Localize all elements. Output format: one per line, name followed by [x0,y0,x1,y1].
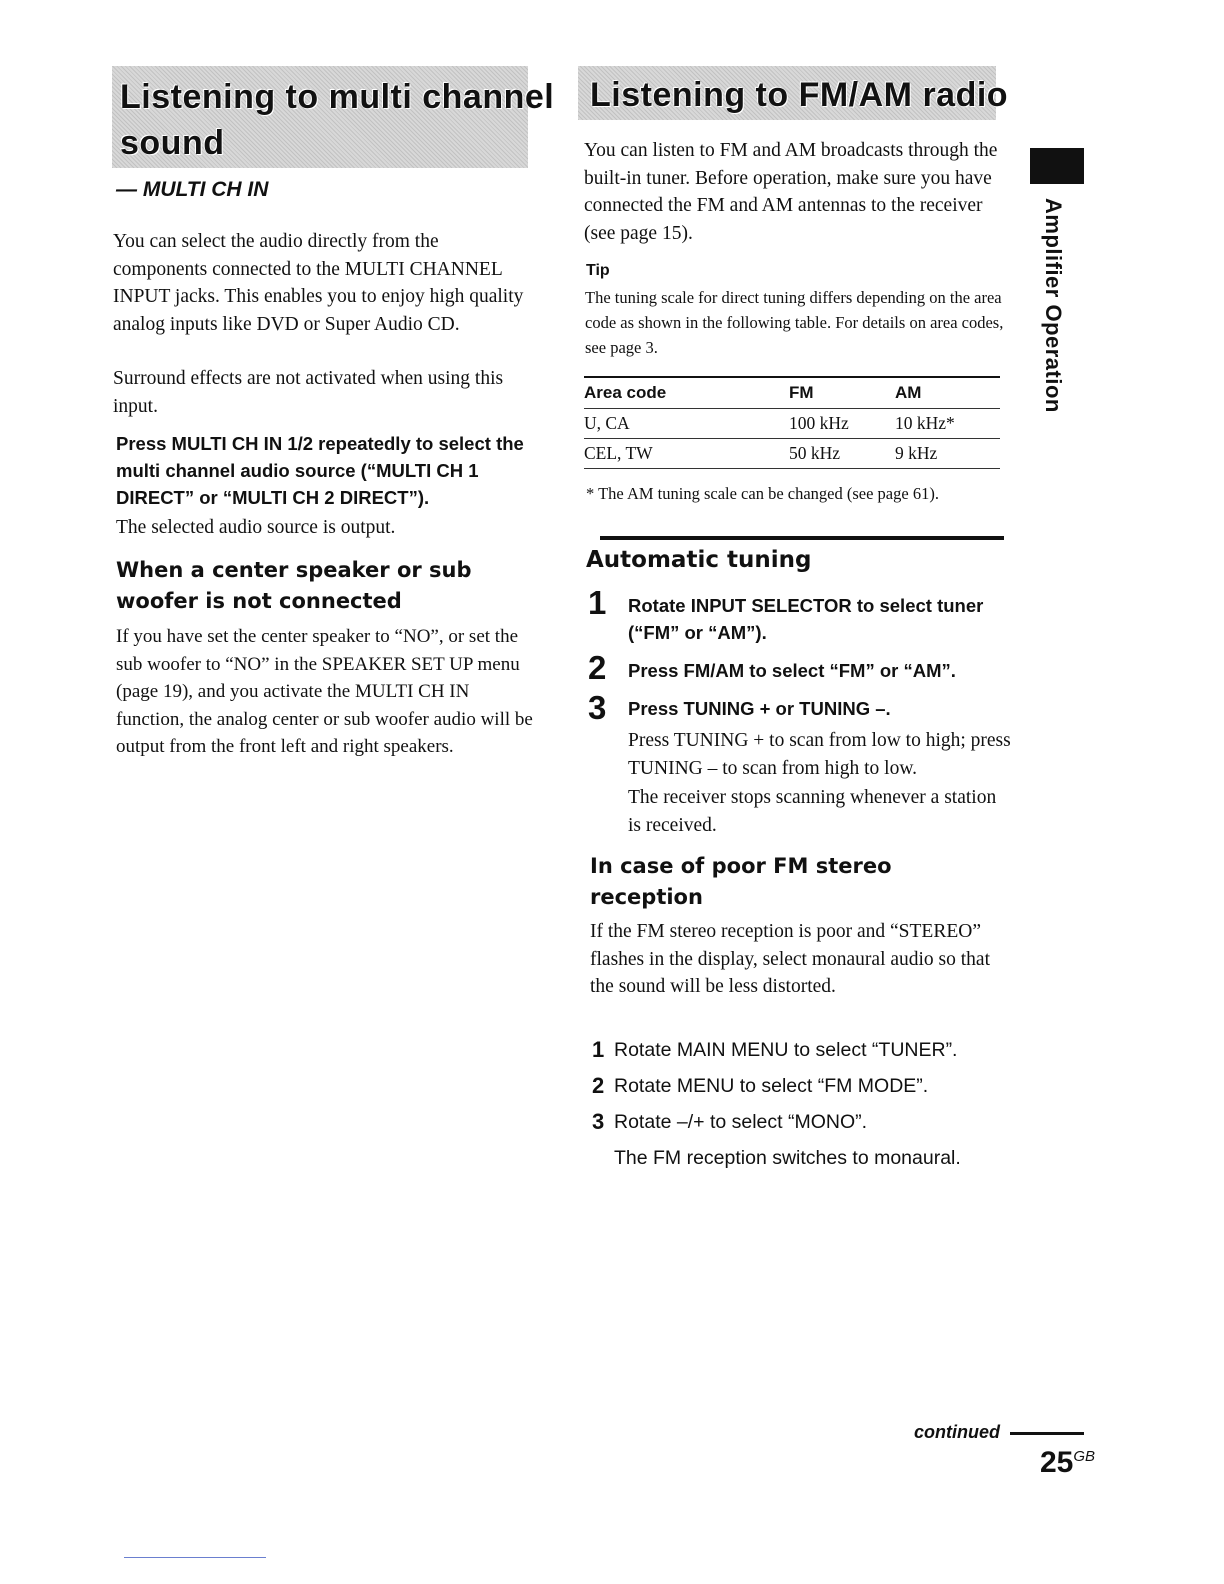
table-row [584,439,1000,469]
table-footnote: * The AM tuning scale can be changed (see page 61). [586,484,939,503]
substep-text: Rotate MAIN MENU to select “TUNER”. [614,1039,958,1061]
step-number: 2 [588,649,607,686]
substep-number: 2 [592,1073,605,1098]
tip-label: Tip [586,262,610,279]
intro-note: Surround effects are not activated when using this input. [113,368,504,417]
page-number-value: 25 [1040,1446,1074,1479]
step3-detail: Press TUNING + to scan from low to high; press TUNING – to scan from high to low. [628,730,1011,779]
step-number: 3 [588,689,607,726]
substep-result: The FM reception switches to monaural. [614,1147,961,1169]
table-header-row [584,377,1000,409]
table-cell: U, CA [584,409,789,439]
auto-tuning-heading: Automatic tuning [586,547,812,573]
step-text: Press TUNING + or TUNING –. [628,698,891,719]
intro-paragraph: You can listen to FM and AM broadcasts through the built-in tuner. Before operation, make sure you have connected the FM and AM antennas to the receiver (see page 15). [584,140,998,244]
substep-number: 1 [592,1037,605,1062]
area-code-table [584,376,1000,469]
step-text: Rotate INPUT SELECTOR to select tuner (“FM” or “AM”). [628,595,984,643]
substep-text: Rotate MENU to select “FM MODE”. [614,1075,929,1097]
poor-reception-body: If the FM stereo reception is poor and “STEREO” flashes in the display, select monaural audio so that the sound will be less distorted. [590,921,991,997]
table-cell: 9 kHz [895,439,1000,469]
instruction-result: The selected audio source is output. [116,517,396,538]
poor-reception-heading: In case of poor FM stereo reception [590,854,892,909]
side-tab-label: Amplifier Operation [1041,198,1066,413]
instruction-step: Press MULTI CH IN 1/2 repeatedly to select the multi channel audio source (“MULTI CH 1 DIRECT” or “MULTI CH 2 DIRECT”). [116,433,524,508]
bottom-line [124,1557,266,1558]
table-row [584,409,1000,439]
continued-rule [1010,1432,1084,1435]
table-cell: 10 kHz* [895,409,1000,439]
table-cell: 100 kHz [789,409,895,439]
table-cell: CEL, TW [584,439,789,469]
step-text: Press FM/AM to select “FM” or “AM”. [628,660,956,681]
substep-text: Rotate –/+ to select “MONO”. [614,1111,868,1133]
step-number: 1 [588,584,607,621]
intro-paragraph: You can select the audio directly from the components connected to the MULTI CHANNEL INPUT jacks. This enables you to enjoy high quality analog inputs like DVD or Super Audio CD. [113,231,524,335]
section-subtitle: — MULTI CH IN [116,178,269,201]
step3-note: The receiver stops scanning whenever a station is received. [628,787,997,836]
table-cell: 50 kHz [789,439,895,469]
substep-number: 3 [592,1109,605,1134]
table-header: AM [895,377,1000,409]
subsection-body: If you have set the center speaker to “NO”, or set the sub woofer to “NO” in the SPEAKER SET UP menu (page 19), and you activate the MULTI CH IN function, the analog center or sub woofer audio will be output from the front left and right speakers. [116,626,533,757]
section-title-line2: sound [120,124,225,162]
table-header: FM [789,377,895,409]
table-header: Area code [584,377,789,409]
section-title-line1: Listening to multi channel [120,78,555,116]
page-number [1040,1446,1095,1480]
section-divider [600,536,1004,540]
continued-label: continued [914,1422,1000,1442]
page-number-suffix: GB [1073,1448,1096,1465]
tip-text: The tuning scale for direct tuning differs depending on the area code as shown in the following table. For details on area codes, see page 3. [585,288,1004,357]
section-title: Listening to FM/AM radio [590,76,1009,114]
subsection-heading: When a center speaker or sub woofer is not connected [116,558,472,613]
side-tab-marker [1030,148,1084,184]
